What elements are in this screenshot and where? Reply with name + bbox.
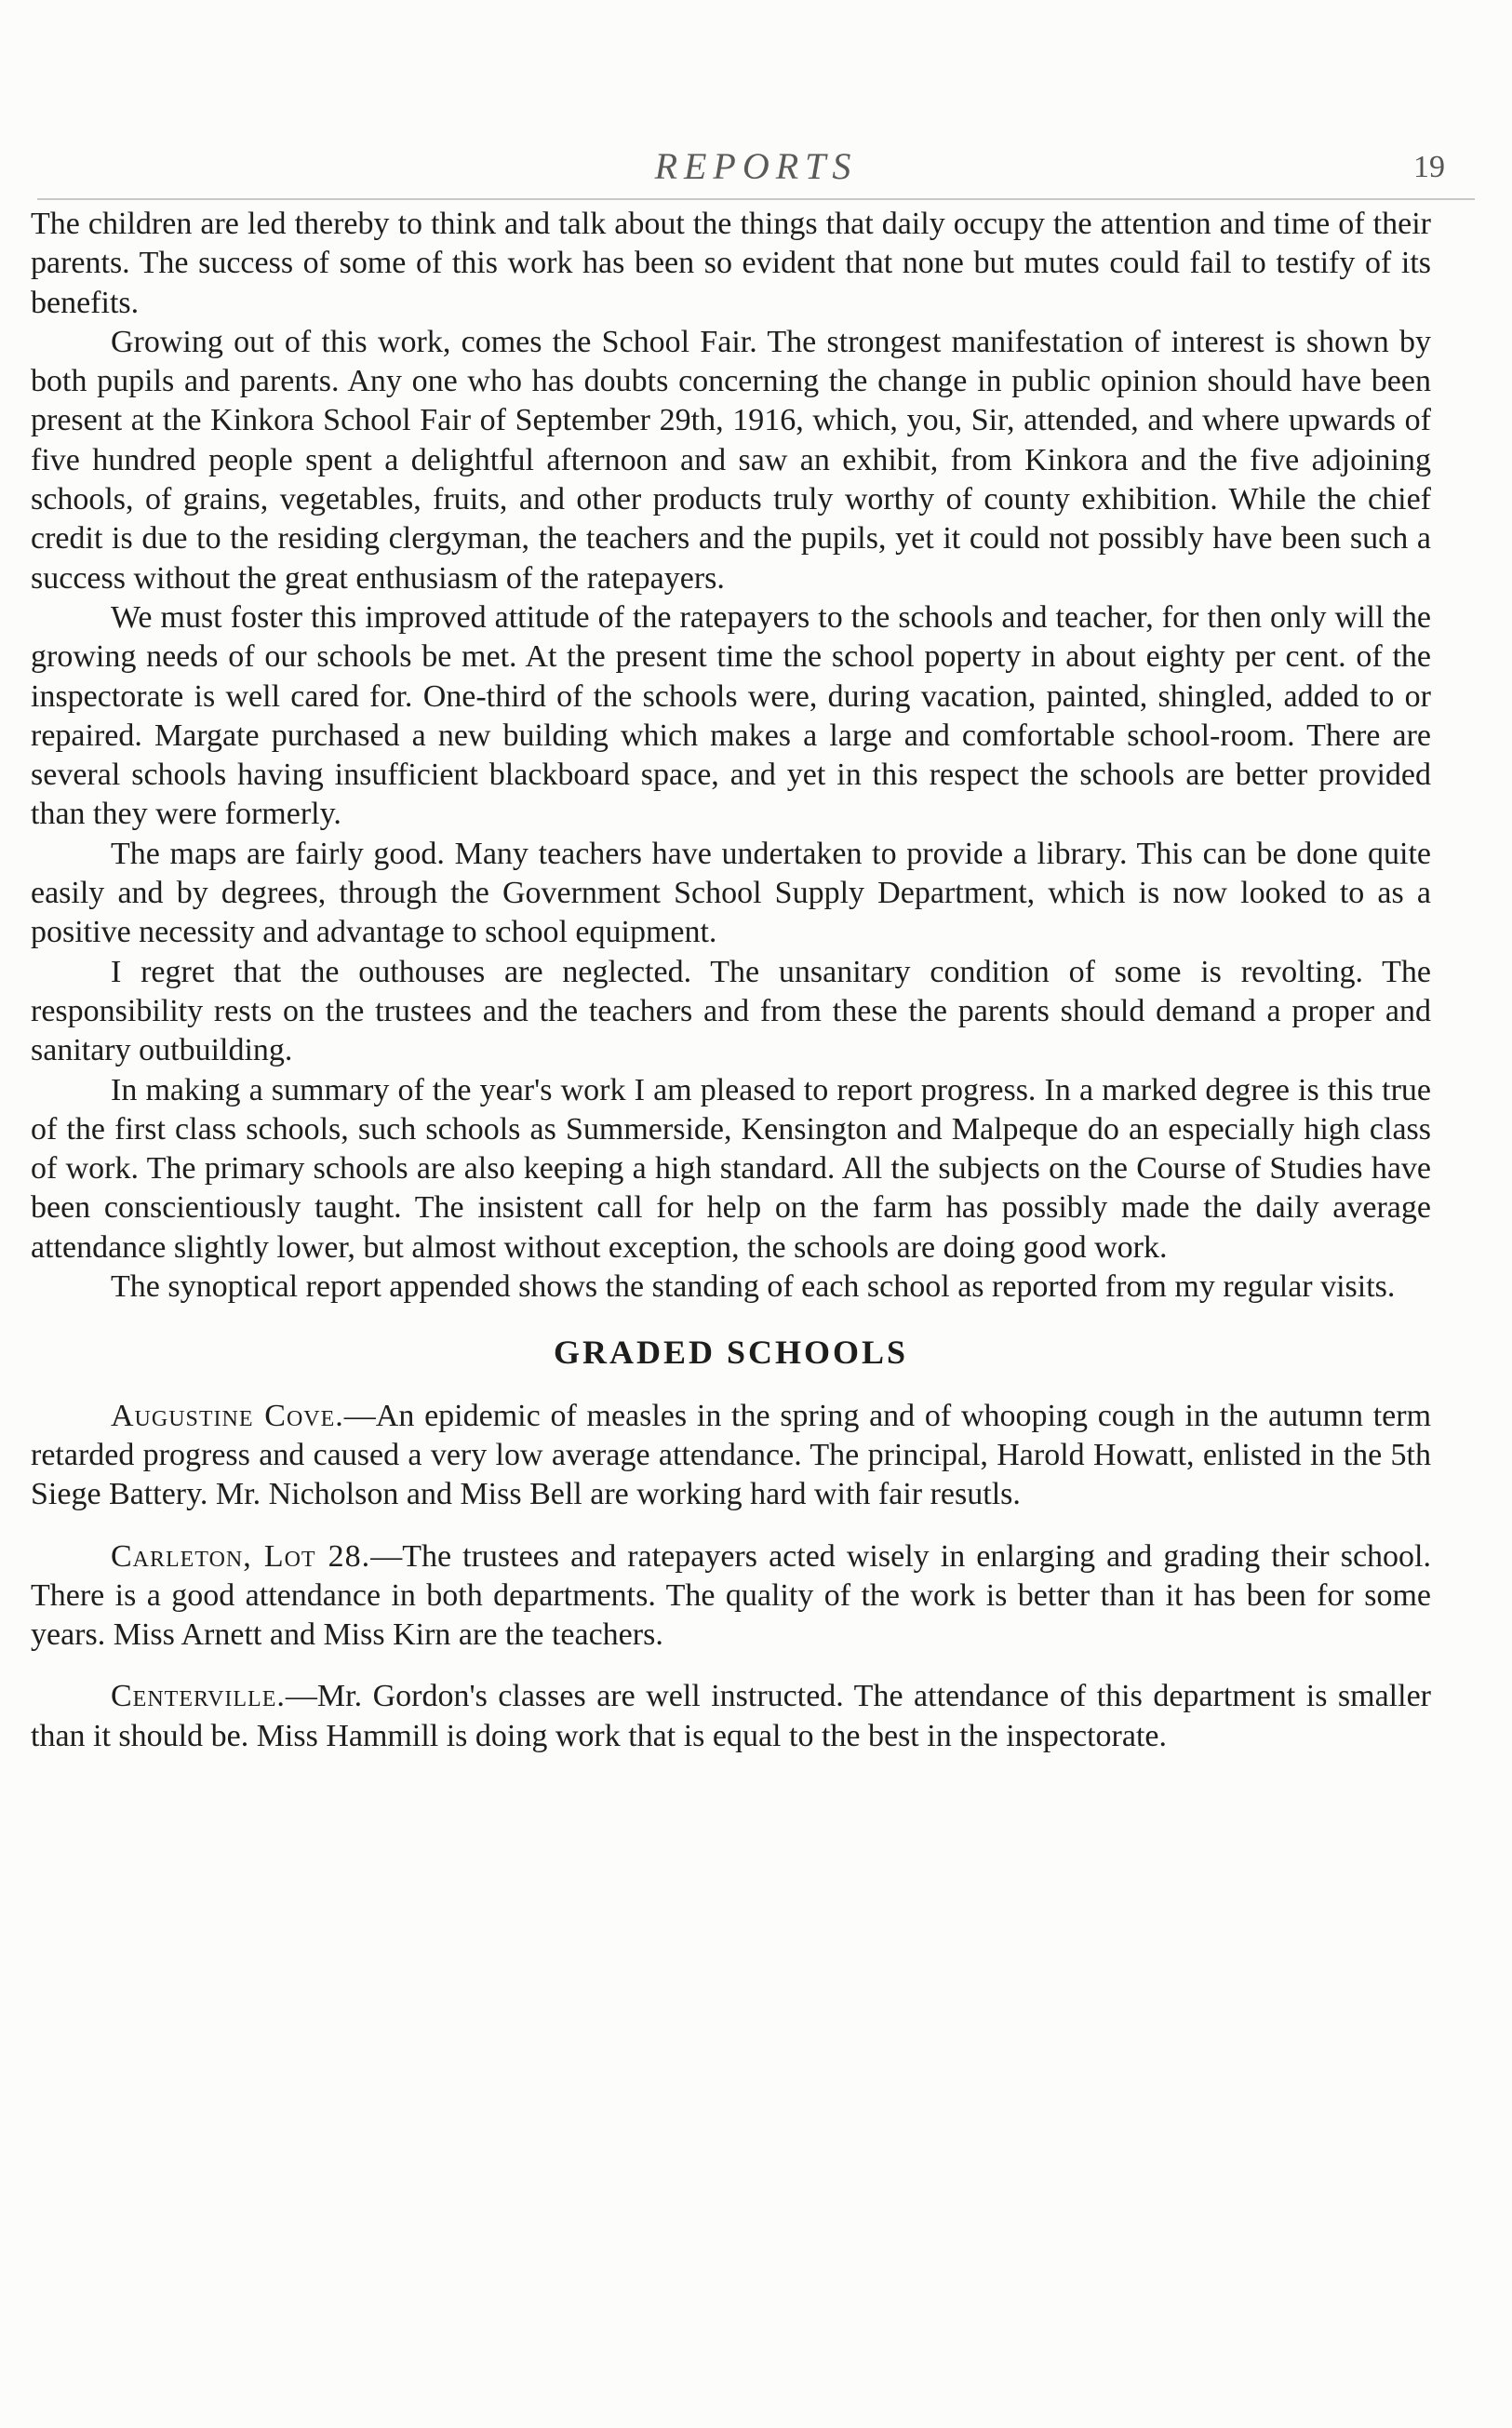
section-heading: GRADED SCHOOLS: [553, 1334, 909, 1372]
school-report: The trustees and ratepayers acted wisely in enlarging and grading their school. There is a good attendance in both departments. The quality of the work is better than it has been for some years. Miss Arnett and Miss Kirn are the teachers.: [31, 1538, 1431, 1653]
em-dash: —: [343, 1398, 376, 1433]
paragraph: I regret that the outhouses are neglected. The unsanitary condition of some is revolting. The responsibility rests on the trustees and the teachers and from these the parents should demand a proper and sanitary outbuilding.: [31, 954, 1431, 1068]
em-dash: —: [285, 1679, 317, 1714]
page-number: 19: [1413, 150, 1445, 184]
school-name: Carleton, Lot 28.: [111, 1538, 371, 1574]
em-dash: —: [370, 1538, 403, 1574]
school-name: Centerville.: [111, 1679, 286, 1714]
header-rule: [37, 198, 1475, 200]
body-text: [31, 205, 1431, 1778]
school-name: Augustine Cove.: [111, 1398, 344, 1433]
paragraph: Growing out of this work, comes the School Fair. The strongest manifestation of interest is shown by both pupils and parents. Any one who has doubts concerning the change in public opinion should have been present at the Kinkora School Fair of September 29th, 1916, which, you, Sir, attended, and where upwards of five hundred people spent a delightful afternoon and saw an exhibit, from Kinkora and the five adjoining schools, of grains, vegetables, fruits, and other products truly worthy of county exhibition. While the chief credit is due to the residing clergyman, the teachers and the pupils, yet it could not possibly have been such a success without the great enthusiasm of the ratepayers.: [31, 324, 1431, 596]
school-report: An epidemic of measles in the spring and of whooping cough in the autumn term retarded progress and caused a very low average attendance. The principal, Harold Howatt, enlisted in the 5th Siege Battery. Mr. Nicholson and Miss Bell are working hard with fair resutls.: [31, 1398, 1432, 1512]
paragraph: The children are led thereby to think and talk about the things that daily occupy the attention and time of their parents. The success of some of this work has been so evident that none but mutes could fail to testify of its benefits.: [31, 207, 1431, 320]
paragraph: The synoptical report appended shows the standing of each school as reported from my regular visits.: [111, 1269, 1396, 1305]
paragraph: In making a summary of the year's work I am pleased to report progress. In a marked degree is this true of the first class schools, such schools as Summerside, Kensington and Malpeque do an especially high class of work. The primary schools are also keeping a high standard. All the subjects on the Course of Studies have been conscientiously taught. The insistent call for help on the farm has possibly made the daily average attendance slightly lower, but almost without exception, the schools are doing good work.: [31, 1072, 1431, 1265]
running-head: [0, 144, 1512, 200]
school-entry: [31, 1537, 1431, 1656]
school-entry: [31, 1677, 1431, 1756]
school-entry: [31, 1397, 1431, 1515]
paragraph: The maps are fairly good. Many teachers have undertaken to provide a library. This can be done quite easily and by degrees, through the Government School Supply Department, which is now looked to as a positive necessity and advantage to school equipment.: [31, 836, 1431, 950]
running-title: REPORTS: [654, 145, 858, 187]
paragraph: We must foster this improved attitude of the ratepayers to the schools and teacher, for then only will the growing needs of our schools be met. At the present time the school poperty in about eighty per cent. of the inspectorate is well cared for. One-third of the schools were, during vacation, painted, shingled, added to or repaired. Margate purchased a new building which makes a large and comfortable school-room. There are several schools having insufficient blackboard space, and yet in this respect the schools are better provided than they were formerly.: [31, 599, 1431, 832]
school-report: Mr. Gordon's classes are well instructed. The attendance of this department is smaller than it should be. Miss Hammill is doing work that is equal to the best in the inspectorate.: [31, 1679, 1431, 1753]
